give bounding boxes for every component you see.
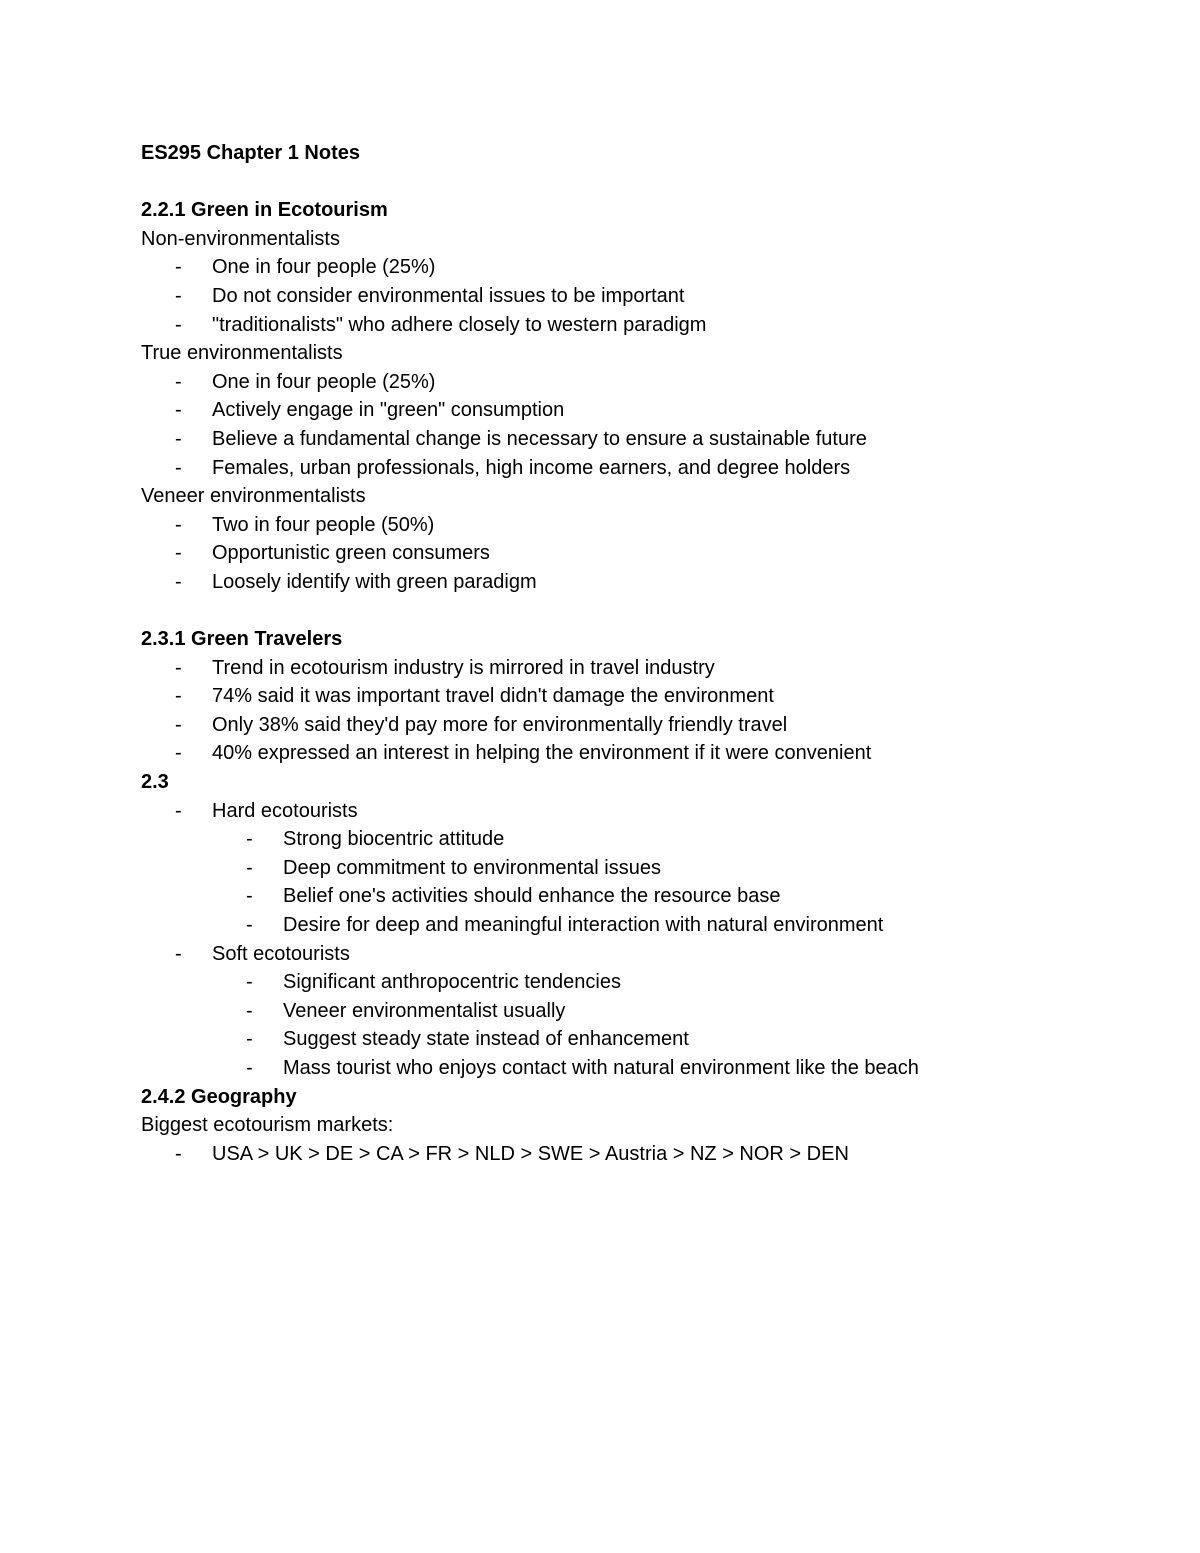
- sub-list-item-text: Desire for deep and meaningful interaction with natural environment: [283, 914, 884, 937]
- spacer: [141, 597, 1141, 626]
- list-item: [141, 739, 1141, 768]
- dash-marker: -: [246, 828, 253, 851]
- section-heading-geography: 2.4.2 Geography: [141, 1085, 297, 1108]
- dash-marker: -: [175, 313, 182, 336]
- group-label-veneer-environmentalists: Veneer environmentalists: [141, 485, 366, 508]
- dash-marker: -: [246, 999, 253, 1022]
- list-item-text: Trend in ecotourism industry is mirrored in travel industry: [212, 656, 715, 679]
- dash-marker: -: [246, 914, 253, 937]
- list-item: [141, 1140, 1141, 1169]
- list-item-text: Hard ecotourists: [212, 799, 358, 822]
- list-item: [141, 568, 1141, 597]
- list-item-text: Loosely identify with green paradigm: [212, 570, 537, 593]
- list-item: [141, 396, 1141, 425]
- section-heading-green-in-ecotourism: 2.2.1 Green in Ecotourism: [141, 199, 388, 222]
- sub-list-item-text: Suggest steady state instead of enhancement: [283, 1028, 689, 1051]
- dash-marker: -: [175, 542, 182, 565]
- dash-marker: -: [246, 971, 253, 994]
- dash-marker: -: [175, 685, 182, 708]
- list-item: [141, 368, 1141, 397]
- list-item-text: One in four people (25%): [212, 256, 436, 279]
- sub-list-item-text: Significant anthropocentric tendencies: [283, 971, 621, 994]
- list-item: [141, 682, 1141, 711]
- list-item: [141, 797, 1141, 826]
- sub-list-item: [141, 911, 1141, 940]
- list-item: [141, 425, 1141, 454]
- dash-marker: -: [175, 284, 182, 307]
- list-item-text: Only 38% said they'd pay more for environmentally friendly travel: [212, 713, 788, 736]
- group-label-non-environmentalists: Non-environmentalists: [141, 227, 340, 250]
- list-item-text: Opportunistic green consumers: [212, 542, 490, 565]
- section-heading-2-3: 2.3: [141, 771, 169, 794]
- dash-marker: -: [246, 885, 253, 908]
- dash-marker: -: [175, 742, 182, 765]
- sub-list-item: [141, 997, 1141, 1026]
- dash-marker: -: [246, 1057, 253, 1079]
- list-item: [141, 940, 1141, 969]
- list-item-text: One in four people (25%): [212, 370, 436, 393]
- list-item: [141, 282, 1141, 311]
- dash-marker: -: [175, 256, 182, 279]
- list-item: [141, 454, 1141, 483]
- list-item: [141, 539, 1141, 568]
- dash-marker: -: [175, 427, 182, 450]
- sub-list-item-text: Belief one's activities should enhance the resource base: [283, 885, 781, 908]
- list-item-text: Actively engage in "green" consumption: [212, 399, 565, 422]
- list-item-text: 74% said it was important travel didn't damage the environment: [212, 685, 774, 708]
- document-page: [141, 139, 1141, 1168]
- sub-list-item: [141, 1025, 1141, 1054]
- sub-list-item-text: Strong biocentric attitude: [283, 828, 505, 851]
- list-item: [141, 311, 1141, 340]
- list-item-text: Believe a fundamental change is necessary to ensure a sustainable future: [212, 427, 867, 450]
- list-item-text: Do not consider environmental issues to be important: [212, 284, 685, 307]
- list-item: [141, 711, 1141, 740]
- dash-marker: -: [175, 799, 182, 822]
- list-item-text: Females, urban professionals, high income earners, and degree holders: [212, 456, 851, 479]
- document-title: ES295 Chapter 1 Notes: [141, 142, 360, 164]
- spacer: [141, 168, 1141, 197]
- list-item-text: Two in four people (50%): [212, 513, 435, 536]
- sub-list-item-text: Deep commitment to environmental issues: [283, 856, 661, 879]
- list-item: [141, 511, 1141, 540]
- dash-marker: -: [246, 856, 253, 879]
- sub-list-item-text: Veneer environmentalist usually: [283, 999, 566, 1022]
- group-label-true-environmentalists: True environmentalists: [141, 342, 343, 365]
- dash-marker: -: [175, 513, 182, 536]
- dash-marker: -: [175, 713, 182, 736]
- list-item-text: Soft ecotourists: [212, 942, 350, 965]
- list-item-text: 40% expressed an interest in helping the environment if it were convenient: [212, 742, 872, 765]
- sub-list-item: [141, 854, 1141, 883]
- list-item-text: USA > UK > DE > CA > FR > NLD > SWE > Austria > NZ > NOR > DEN: [212, 1142, 849, 1165]
- dash-marker: -: [175, 570, 182, 593]
- dash-marker: -: [175, 456, 182, 479]
- sub-list-item: [141, 825, 1141, 854]
- dash-marker: -: [175, 942, 182, 965]
- dash-marker: -: [175, 399, 182, 422]
- sub-list-item-text: Mass tourist who enjoys contact with natural environment like the beach: [283, 1057, 919, 1079]
- list-item: [141, 253, 1141, 282]
- section-heading-green-travelers: 2.3.1 Green Travelers: [141, 628, 343, 651]
- group-label-biggest-markets: Biggest ecotourism markets:: [141, 1114, 394, 1137]
- list-item-text: "traditionalists" who adhere closely to western paradigm: [212, 313, 707, 336]
- sub-list-item: [141, 882, 1141, 911]
- dash-marker: -: [175, 1142, 182, 1165]
- sub-list-item: [141, 968, 1141, 997]
- list-item: [141, 654, 1141, 683]
- dash-marker: -: [175, 656, 182, 679]
- dash-marker: -: [246, 1028, 253, 1051]
- sub-list-item: [141, 1054, 1141, 1083]
- dash-marker: -: [175, 370, 182, 393]
